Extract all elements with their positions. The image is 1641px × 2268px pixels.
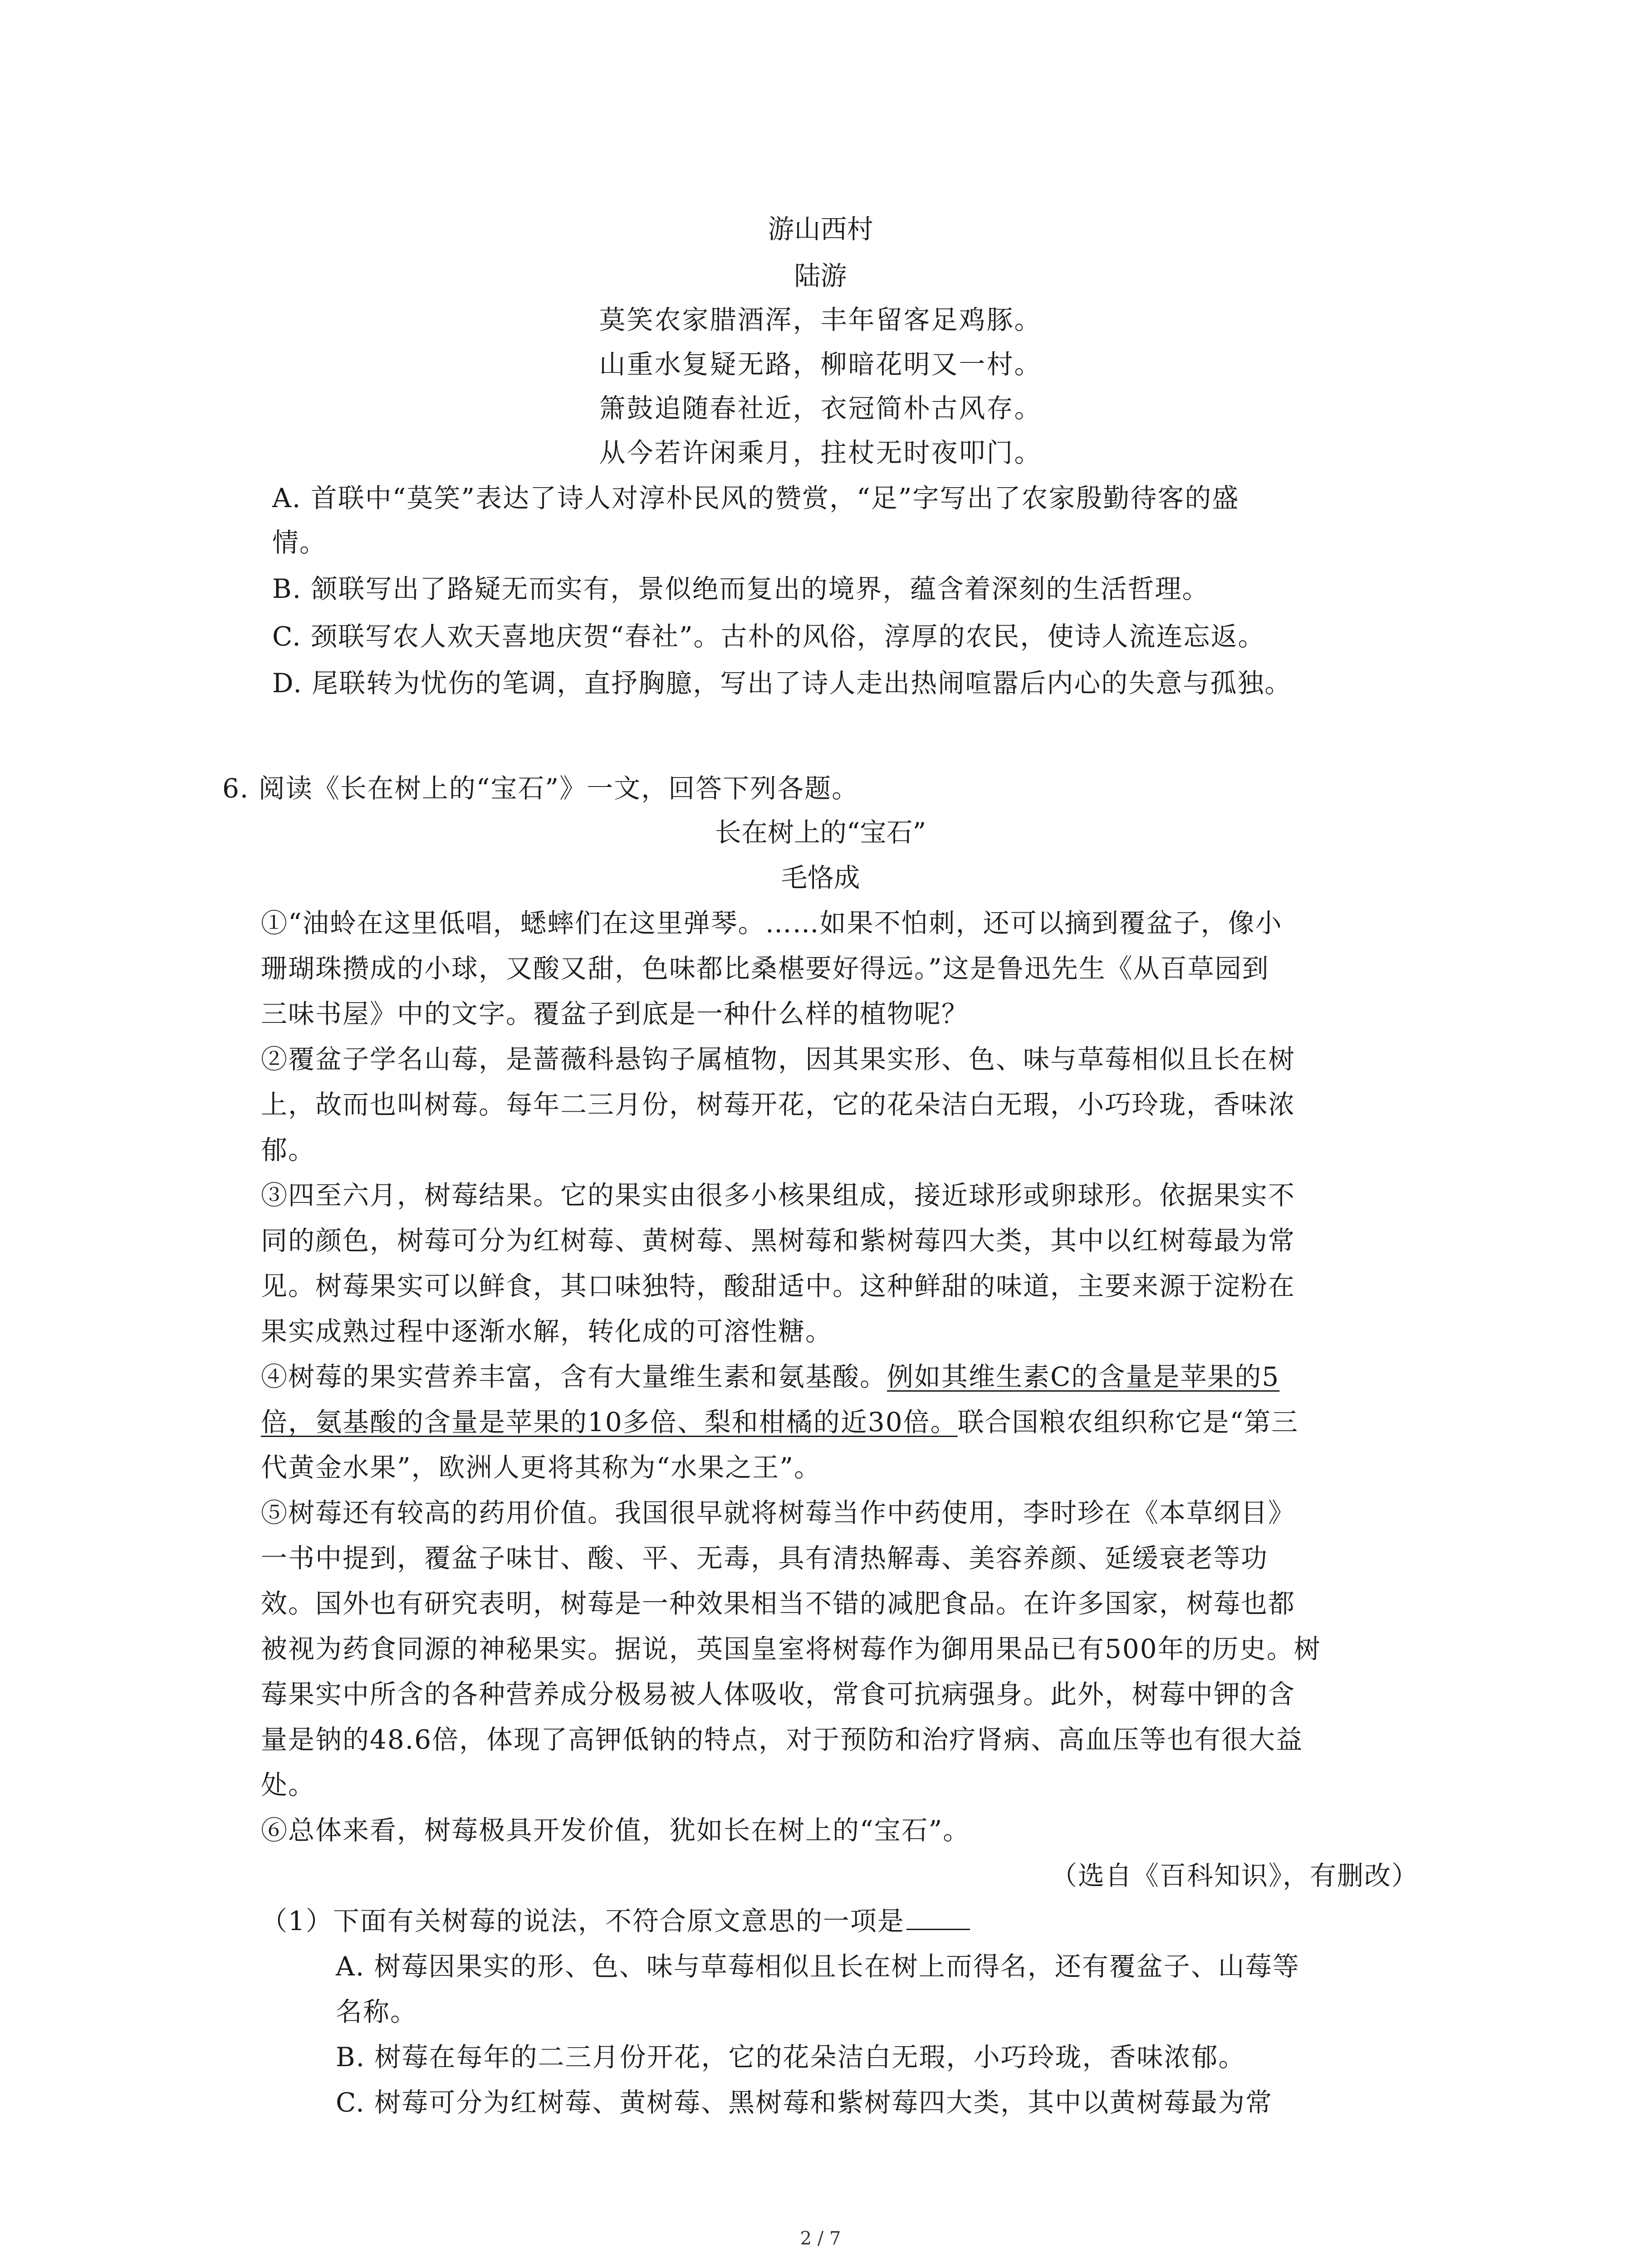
paragraph-3-line: 同的颜色，树莓可分为红树莓、黄树莓、黑树莓和紫树莓四大类，其中以红树莓最为常 xyxy=(261,1225,1296,1256)
paragraph-3-line: 果实成熟过程中逐渐水解，转化成的可溶性糖。 xyxy=(261,1316,833,1347)
paragraph-4-line xyxy=(261,1402,1298,1442)
paragraph-5-line: ⑤树莓还有较高的药用价值。我国很早就将树莓当作中药使用，李时珍在《本草纲目》 xyxy=(261,1497,1296,1528)
sub1-option-a: A. 树莓因果实的形、色、味与草莓相似且长在树上而得名，还有覆盆子、山莓等 xyxy=(336,1951,1300,1982)
poem-line: 箫鼓追随春社近，衣冠简朴古风存。 xyxy=(599,393,1042,424)
poem-line: 莫笑农家腊酒浑，丰年留客足鸡豚。 xyxy=(599,304,1042,335)
paragraph-3-line: 见。树莓果实可以鲜食，其口味独特，酸甜适中。这种鲜甜的味道，主要来源于淀粉在 xyxy=(261,1271,1296,1301)
sub1-option-c: C. 树莓可分为红树莓、黄树莓、黑树莓和紫树莓四大类，其中以黄树莓最为常 xyxy=(336,2087,1273,2118)
page-number: 2 / 7 xyxy=(800,2228,841,2249)
paragraph-1-line: ①“油蛉在这里低唱，蟋蟀们在这里弹琴。……如果不怕刺，还可以摘到覆盆子，像小 xyxy=(261,908,1283,938)
paragraph-5-line: 量是钠的48.6倍，体现了高钾低钠的特点，对于预防和治疗肾病、高血压等也有很大益 xyxy=(261,1724,1303,1755)
paragraph-4-line xyxy=(261,1356,1279,1397)
sub1-option-a-continued: 名称。 xyxy=(336,1996,418,2027)
option-a: A. 首联中“莫笑”表达了诗人对淳朴民风的赞赏，“足”字写出了农家殷勤待客的盛 xyxy=(272,483,1239,513)
answer-blank[interactable] xyxy=(906,1904,970,1930)
poem-line: 山重水复疑无路，柳暗花明又一村。 xyxy=(599,349,1042,380)
underlined-passage: 倍，氨基酸的含量是苹果的10多倍、梨和柑橘的近30倍。 xyxy=(261,1407,958,1437)
poem-title: 游山西村 xyxy=(768,214,873,244)
paragraph-5-line: 效。国外也有研究表明，树莓是一种效果相当不错的减肥食品。在许多国家，树莓也都 xyxy=(261,1588,1296,1619)
paragraph-5-line: 一书中提到，覆盆子味甘、酸、平、无毒，具有清热解毒、美容养颜、延缓衰老等功 xyxy=(261,1543,1269,1574)
option-b: B. 颔联写出了路疑无而实有，景似绝而复出的境界，蕴含着深刻的生活哲理。 xyxy=(272,573,1210,604)
sub-question-1-text: （1）下面有关树莓的说法，不符合原文意思的一项是 xyxy=(261,1906,905,1936)
paragraph-1-line: 珊瑚珠攒成的小球，又酸又甜，色味都比桑椹要好得远。”这是鲁迅先生《从百草园到 xyxy=(261,953,1269,984)
underlined-passage: 例如其维生素C的含量是苹果的5 xyxy=(887,1361,1280,1392)
poem-line: 从今若许闲乘月，拄杖无时夜叩门。 xyxy=(599,437,1042,468)
paragraph-2-line: 郁。 xyxy=(261,1134,316,1165)
paragraph-2-line: ②覆盆子学名山莓，是蔷薇科悬钩子属植物，因其果实形、色、味与草莓相似且长在树 xyxy=(261,1044,1296,1075)
paragraph-4-line: 代黄金水果”，欧洲人更将其称为“水果之王”。 xyxy=(261,1452,821,1483)
article-title: 长在树上的“宝石” xyxy=(715,817,926,848)
paragraph-5-line: 莓果实中所含的各种营养成分极易被人体吸收，常食可抗病强身。此外，树莓中钾的含 xyxy=(261,1679,1296,1710)
paragraph-5-line: 处。 xyxy=(261,1769,316,1800)
article-author: 毛恪成 xyxy=(781,862,860,893)
option-c: C. 颈联写农人欢天喜地庆贺“春社”。古朴的风俗，淳厚的农民，使诗人流连忘返。 xyxy=(272,621,1265,652)
paragraph-3-line: ③四至六月，树莓结果。它的果实由很多小核果组成，接近球形或卵球形。依据果实不 xyxy=(261,1180,1296,1211)
source-citation: （选自《百科知识》，有删改） xyxy=(1050,1860,1419,1891)
paragraph-6-line: ⑥总体来看，树莓极具开发价值，犹如长在树上的“宝石”。 xyxy=(261,1815,970,1846)
option-a-continued: 情。 xyxy=(272,527,327,558)
paragraph-4-text: ④树莓的果实营养丰富，含有大量维生素和氨基酸。 xyxy=(261,1361,887,1392)
poem-author: 陆游 xyxy=(794,260,847,291)
paragraph-5-line: 被视为药食同源的神秘果实。据说，英国皇室将树莓作为御用果品已有500年的历史。树 xyxy=(261,1633,1321,1664)
paragraph-1-line: 三味书屋》中的文字。覆盆子到底是一种什么样的植物呢？ xyxy=(261,998,969,1029)
paragraph-2-line: 上，故而也叫树莓。每年二三月份，树莓开花，它的花朵洁白无瑕，小巧玲珑，香味浓 xyxy=(261,1089,1296,1120)
option-d: D. 尾联转为忧伤的笔调，直抒胸臆，写出了诗人走出热闹喧嚣后内心的失意与孤独。 xyxy=(272,668,1292,699)
paragraph-4-text: 联合国粮农组织称它是“第三 xyxy=(957,1407,1299,1437)
sub1-option-b: B. 树莓在每年的二三月份开花，它的花朵洁白无瑕，小巧玲珑，香味浓郁。 xyxy=(336,2042,1246,2072)
question-6-prompt: 6. 阅读《长在树上的“宝石”》一文，回答下列各题。 xyxy=(222,773,859,804)
sub-question-1 xyxy=(261,1901,970,1941)
